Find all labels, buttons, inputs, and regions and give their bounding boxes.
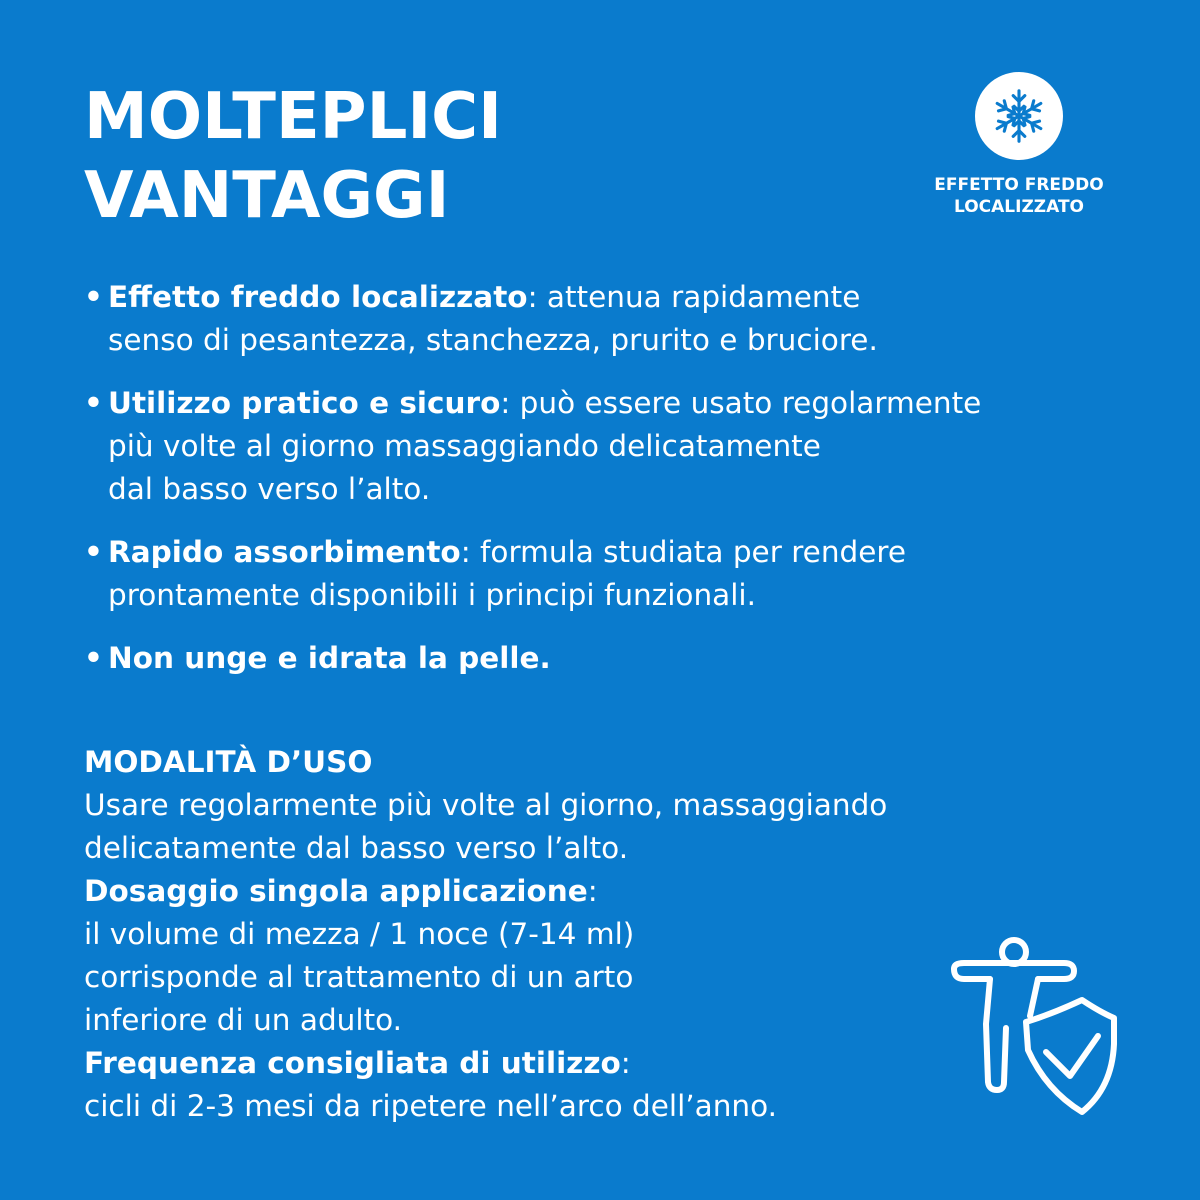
frequency-text-line: cicli di 2-3 mesi da ripetere nell’arco dell’anno. bbox=[84, 1089, 778, 1123]
benefits-list bbox=[84, 276, 1144, 700]
frequency-label: Frequenza consigliata di utilizzo bbox=[84, 1046, 621, 1080]
usage-heading bbox=[84, 741, 1044, 784]
usage-intro-line: delicatamente dal basso verso l’alto. bbox=[84, 831, 629, 865]
dosage-text-line: il volume di mezza / 1 noce (7-14 ml) bbox=[84, 917, 635, 951]
benefit-item bbox=[84, 531, 1144, 617]
benefit-title: Utilizzo pratico e sicuro bbox=[108, 386, 501, 420]
cold-effect-badge bbox=[906, 72, 1132, 218]
title-line-1: MOLTEPLICI bbox=[84, 80, 502, 154]
usage-intro-line: Usare regolarmente più volte al giorno, massaggiando bbox=[84, 788, 888, 822]
benefit-title: Effetto freddo localizzato bbox=[108, 280, 528, 314]
benefit-separator: : bbox=[500, 386, 511, 420]
benefit-separator: : bbox=[460, 535, 471, 569]
body-shield-check-icon bbox=[946, 932, 1122, 1122]
benefit-text-line: formula studiata per rendere bbox=[470, 535, 907, 569]
usage-heading-text: MODALITÀ D’USO bbox=[84, 745, 373, 779]
dosage-text-line: inferiore di un adulto. bbox=[84, 1003, 403, 1037]
badge-label-line-2: LOCALIZZATO bbox=[953, 197, 1084, 217]
benefit-item bbox=[84, 276, 1144, 362]
dosage-separator: : bbox=[587, 874, 598, 908]
dosage-label: Dosaggio singola applicazione bbox=[84, 874, 588, 908]
badge-label bbox=[906, 174, 1132, 218]
title-line-2: VANTAGGI bbox=[84, 159, 450, 233]
benefit-text-line: più volte al giorno massaggiando delicatamente bbox=[108, 429, 821, 463]
page-title bbox=[84, 78, 502, 236]
benefit-item bbox=[84, 382, 1144, 511]
benefit-title: Non unge e idrata la pelle. bbox=[108, 641, 551, 675]
badge-label-line-1: EFFETTO FREDDO bbox=[934, 175, 1104, 195]
benefit-text-line: dal basso verso l’alto. bbox=[108, 472, 431, 506]
benefit-separator: : bbox=[527, 280, 538, 314]
dosage-heading bbox=[84, 870, 1044, 913]
snowflake-icon bbox=[988, 85, 1050, 147]
usage-section bbox=[84, 741, 1044, 1128]
benefit-text-line: prontamente disponibili i principi funzionali. bbox=[108, 578, 757, 612]
dosage-text-line: corrisponde al trattamento di un arto bbox=[84, 960, 634, 994]
benefit-text-line: attenua rapidamente bbox=[537, 280, 861, 314]
benefit-title: Rapido assorbimento bbox=[108, 535, 461, 569]
benefit-item bbox=[84, 637, 1144, 680]
frequency-heading bbox=[84, 1042, 1044, 1085]
benefit-text-line: senso di pesantezza, stanchezza, prurito e bruciore. bbox=[108, 323, 878, 357]
badge-circle bbox=[975, 72, 1063, 160]
frequency-separator: : bbox=[620, 1046, 631, 1080]
benefit-text-line: può essere usato regolarmente bbox=[510, 386, 982, 420]
